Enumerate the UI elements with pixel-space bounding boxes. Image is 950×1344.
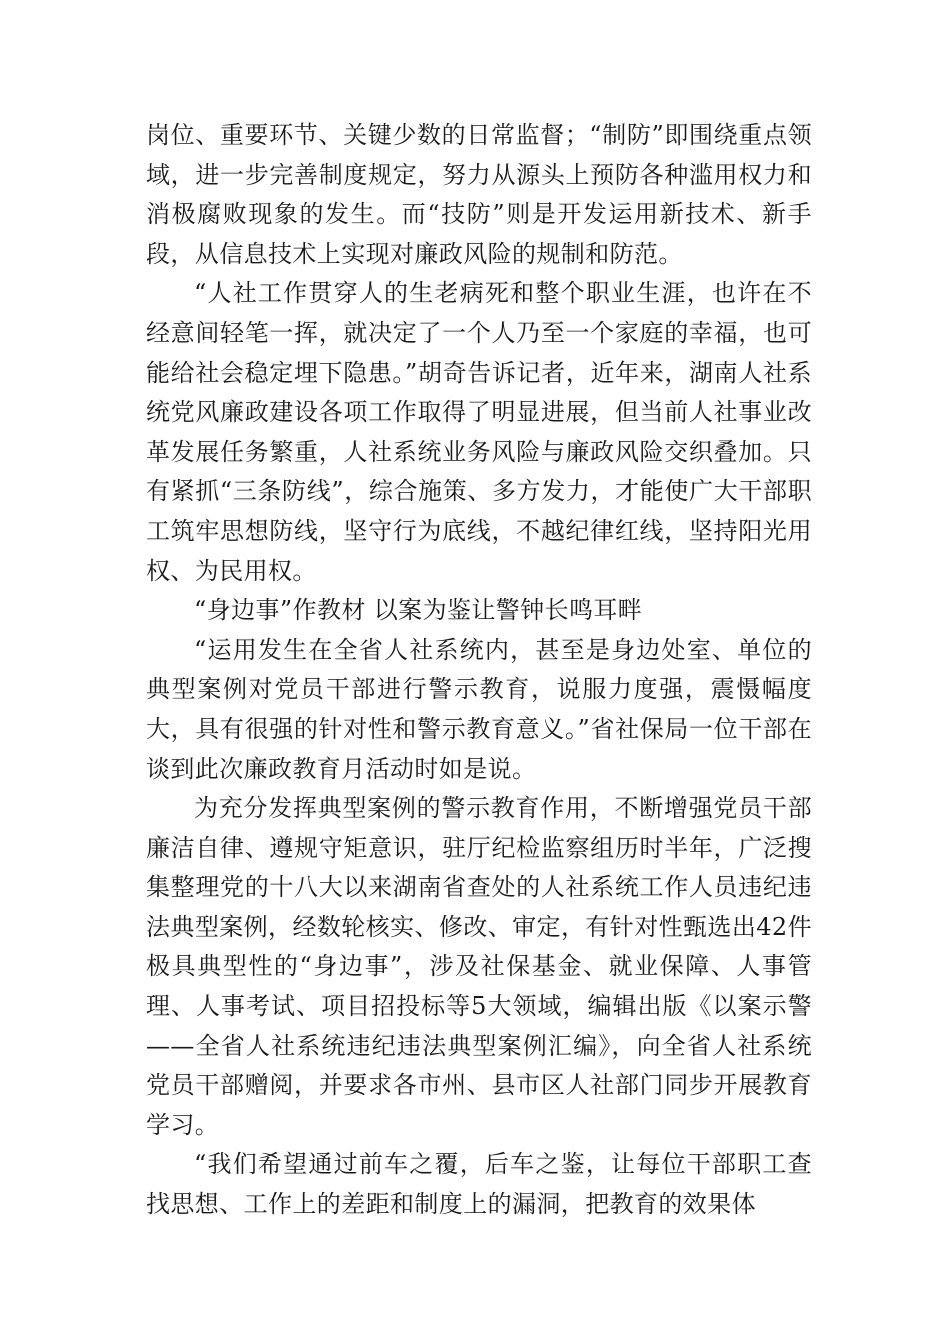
paragraph: 为充分发挥典型案例的警示教育作用，不断增强党员干部廉洁自律、遵规守矩意识，驻厅纪检监察组历时半年，广泛搜集整理党的十八大以来湖南省查处的人社系统工作人员违纪违法典型案例，经数轮核实、修改、审定，有针对性甄选出42件极具典型性的“身边事”，涉及社保基金、就业保障、人事管理、人事考试、项目招投标等5大领域，编辑出版《以案示警——全省人社系统违纪违法典型案例汇编》，向全省人社系统党员干部赠阅，并要求各市州、县市区人社部门同步开展教育学习。 xyxy=(146,794,812,1139)
paragraph-continuation: 岗位、重要环节、关键少数的日常监督；“制防”即围绕重点领域，进一步完善制度规定，努力从源头上预防各种滥用权力和消极腐败现象的发生。而“技防”则是开发运用新技术、新手段，从信息技术上实现对廉政风险的规制和防范。 xyxy=(146,121,812,268)
paragraph: “运用发生在全省人社系统内，甚至是身边处室、单位的典型案例对党员干部进行警示教育，说服力度强，震慑幅度大，具有很强的针对性和警示教育意义。”省社保局一位干部在谈到此次廉政教育月活动时如是说。 xyxy=(146,635,812,783)
article-body xyxy=(146,116,812,1225)
paragraph: “人社工作贯穿人的生老病死和整个职业生涯，也许在不经意间轻笔一挥，就决定了一个人乃至一个家庭的幸福，也可能给社会稳定埋下隐患。”胡奇告诉记者，近年来，湖南人社系统党风廉政建设各项工作取得了明显进展，但当前人社事业改革发展任务繁重，人社系统业务风险与廉政风险交织叠加。只有紧抓“三条防线”，综合施策、多方发力，才能使广大干部职工筑牢思想防线，坚守行为底线，不越纪律红线，坚持阳光用权、为民用权。 xyxy=(146,279,812,585)
paragraph: “我们希望通过前车之覆，后车之鉴，让每位干部职工查找思想、工作上的差距和制度上的漏洞，把教育的效果体 xyxy=(146,1150,812,1219)
section-subheading: “身边事”作教材 以案为鉴让警钟长鸣耳畔 xyxy=(194,596,643,625)
